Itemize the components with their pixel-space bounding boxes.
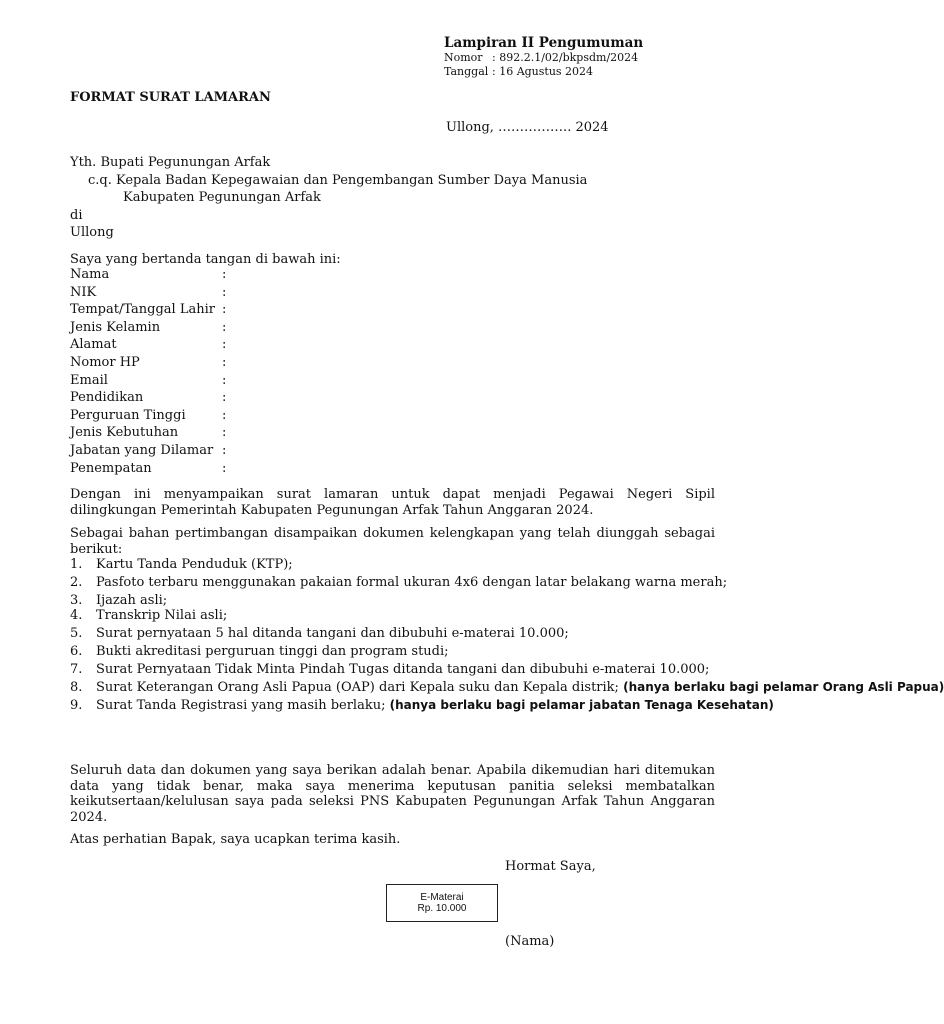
field-colon: : [222, 354, 227, 370]
field-label: Nomor HP [70, 354, 140, 370]
lampiran-nomor [444, 51, 638, 64]
address-line-3: Kabupaten Pegunungan Arfak [123, 190, 321, 205]
applicant-fields [70, 266, 226, 477]
list-number: 7. [70, 662, 83, 677]
field-label: Jenis Kebutuhan [70, 425, 179, 441]
list-item [70, 662, 715, 677]
list-item [70, 557, 715, 572]
field-colon: : [222, 407, 227, 423]
field-colon: : [222, 284, 227, 300]
field-colon: : [222, 337, 227, 353]
paragraph-documents-intro: Sebagai bahan pertimbangan disampaikan dokumen kelengkapan yang telah diunggah sebagai berikut: [70, 526, 715, 557]
list-note: (hanya berlaku bagi pelamar jabatan Tenaga Kesehatan) [389, 698, 774, 712]
place-date: Ullong, …………….. 2024 [446, 120, 609, 135]
documents-list [70, 557, 944, 713]
paragraph-declaration: Seluruh data dan dokumen yang saya berikan adalah benar. Apabila dikemudian hari ditemukan data yang tidak benar, maka saya menerima keputusan panitia seleksi membatalkan keikutsertaan/kelulusan saya pada seleksi PNS Kabupaten Pegunungan Arfak Tahun Anggaran 2024. [70, 763, 715, 825]
field-colon: : [222, 302, 227, 318]
address-block [70, 154, 587, 242]
field-label: Jenis Kelamin [70, 319, 161, 335]
list-text [96, 698, 774, 713]
lampiran-title: Lampiran II Pengumuman [444, 35, 644, 51]
list-item [70, 608, 715, 623]
tanggal-label: Tanggal [444, 65, 489, 78]
field-colon: : [222, 442, 227, 458]
address-line-1: Yth. Bupati Pegunungan Arfak [70, 155, 271, 170]
nomor-label: Nomor [444, 51, 483, 64]
list-item [70, 575, 728, 590]
field-row [70, 442, 226, 460]
closing-text: Atas perhatian Bapak, saya ucapkan terima kasih. [70, 832, 401, 847]
field-row [70, 389, 226, 407]
field-row [70, 266, 226, 284]
list-text: Surat pernyataan 5 hal ditanda tangani dan dibubuhi e-materai 10.000; [96, 626, 569, 641]
list-number: 9. [70, 698, 83, 713]
list-item [70, 626, 715, 641]
list-text: Bukti akreditasi perguruan tinggi dan program studi; [96, 644, 449, 659]
address-line-5: Ullong [70, 225, 114, 240]
field-colon: : [222, 390, 227, 406]
list-number: 1. [70, 557, 83, 572]
intro-text: Saya yang bertanda tangan di bawah ini: [70, 252, 341, 267]
list-item [70, 644, 715, 659]
list-number: 6. [70, 644, 83, 659]
field-row [70, 319, 226, 337]
field-row [70, 372, 226, 390]
nomor-value: : 892.2.1/02/bkpsdm/2024 [492, 51, 639, 64]
field-row [70, 284, 226, 302]
list-text: Surat Pernyataan Tidak Minta Pindah Tugas ditanda tangani dan dibubuhi e-materai 10.000; [96, 662, 710, 677]
field-colon: : [222, 372, 227, 388]
field-row [70, 424, 226, 442]
stamp-line-1: E-Materai [420, 892, 464, 903]
list-note: (hanya berlaku bagi pelamar Orang Asli Papua) [623, 680, 944, 694]
field-label: Jabatan yang Dilamar [70, 442, 214, 458]
field-label: Alamat [70, 337, 117, 353]
list-text: Pasfoto terbaru menggunakan pakaian formal ukuran 4x6 dengan latar belakang warna merah; [96, 575, 728, 590]
list-item [70, 698, 774, 713]
stamp-line-2: Rp. 10.000 [417, 903, 467, 914]
field-row [70, 354, 226, 372]
address-line-4: di [70, 207, 83, 223]
field-row [70, 460, 226, 478]
list-item [70, 680, 944, 695]
field-label: Perguruan Tinggi [70, 407, 186, 423]
field-label: Tempat/Tanggal Lahir [70, 302, 215, 318]
e-materai-box [386, 884, 498, 922]
field-label: NIK [70, 284, 97, 300]
list-number: 8. [70, 680, 83, 695]
list-text: Transkrip Nilai asli; [96, 608, 228, 623]
field-label: Pendidikan [70, 390, 144, 406]
name-placeholder: (Nama) [505, 934, 555, 949]
field-colon: : [222, 319, 227, 335]
field-row [70, 336, 226, 354]
field-row [70, 407, 226, 425]
list-text-main: Surat Keterangan Orang Asli Papua (OAP) dari Kepala suku dan Kepala distrik; [96, 680, 619, 695]
field-colon: : [222, 460, 227, 476]
field-colon: : [222, 267, 227, 282]
list-number: 5. [70, 626, 83, 641]
list-text: Kartu Tanda Penduduk (KTP); [96, 557, 293, 572]
address-line-2: c.q. Kepala Badan Kepegawaian dan Pengembangan Sumber Daya Manusia [88, 172, 588, 188]
list-text: Ijazah asli; [96, 593, 168, 608]
field-label: Nama [70, 267, 110, 282]
format-title: FORMAT SURAT LAMARAN [70, 90, 271, 105]
regards-text: Hormat Saya, [505, 859, 596, 874]
list-text-main: Surat Tanda Registrasi yang masih berlaku; [96, 698, 386, 713]
field-label: Penempatan [70, 460, 152, 476]
field-label: Email [70, 372, 108, 388]
list-text [96, 680, 944, 695]
list-item [70, 593, 715, 608]
paragraph-application: Dengan ini menyampaikan surat lamaran untuk dapat menjadi Pegawai Negeri Sipil dilingkungan Pemerintah Kabupaten Pegunungan Arfak Tahun Anggaran 2024. [70, 487, 715, 518]
lampiran-tanggal [444, 65, 593, 78]
list-number: 2. [70, 575, 83, 590]
field-row [70, 301, 226, 319]
field-colon: : [222, 425, 227, 441]
list-number: 3. [70, 593, 83, 608]
tanggal-value: : 16 Agustus 2024 [492, 65, 594, 78]
list-number: 4. [70, 608, 83, 623]
